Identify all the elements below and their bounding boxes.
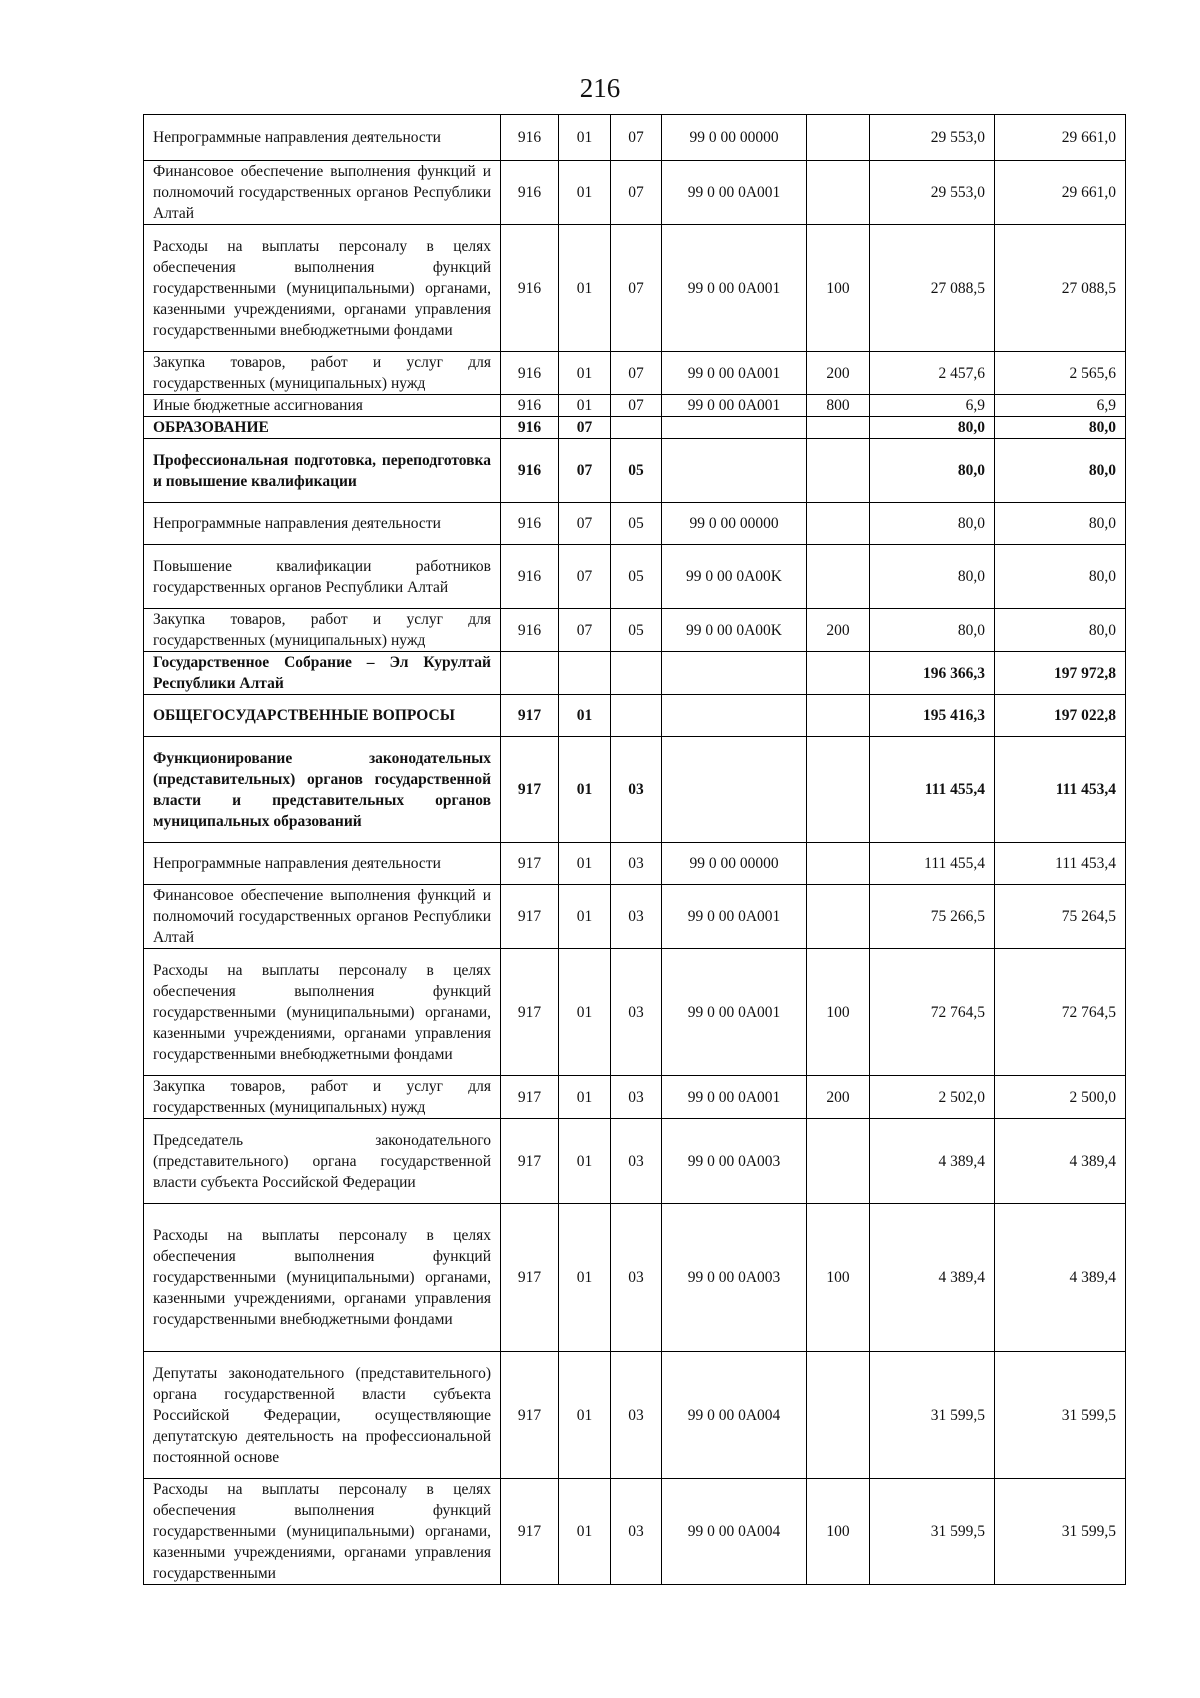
section-code: 01 bbox=[559, 1119, 611, 1204]
subsection-code: 03 bbox=[611, 1204, 662, 1352]
budget-table-body bbox=[144, 115, 1126, 1585]
ministry-code: 917 bbox=[501, 843, 559, 885]
amount-year-2: 4 389,4 bbox=[995, 1204, 1126, 1352]
ministry-code: 917 bbox=[501, 1119, 559, 1204]
subsection-code: 03 bbox=[611, 949, 662, 1076]
amount-year-1: 80,0 bbox=[870, 503, 995, 545]
ministry-code: 917 bbox=[501, 949, 559, 1076]
subsection-code: 07 bbox=[611, 352, 662, 395]
section-code: 01 bbox=[559, 885, 611, 949]
amount-year-1: 6,9 bbox=[870, 395, 995, 417]
expense-type-code bbox=[807, 161, 870, 225]
table-row bbox=[144, 115, 1126, 161]
section-code: 01 bbox=[559, 161, 611, 225]
target-article-code: 99 0 00 0A00K bbox=[662, 545, 807, 609]
ministry-code: 916 bbox=[501, 395, 559, 417]
row-description: Расходы на выплаты персоналу в целях обеспечения выполнения функций государственными (муниципальными) органами, казенными учреждениями, органами управления государственными bbox=[144, 1479, 501, 1585]
target-article-code: 99 0 00 0A00K bbox=[662, 609, 807, 652]
target-article-code: 99 0 00 0A001 bbox=[662, 395, 807, 417]
amount-year-2: 72 764,5 bbox=[995, 949, 1126, 1076]
table-row bbox=[144, 737, 1126, 843]
ministry-code: 916 bbox=[501, 417, 559, 439]
amount-year-1: 80,0 bbox=[870, 417, 995, 439]
table-row bbox=[144, 885, 1126, 949]
amount-year-2: 197 022,8 bbox=[995, 695, 1126, 737]
ministry-code: 917 bbox=[501, 1352, 559, 1479]
amount-year-1: 31 599,5 bbox=[870, 1352, 995, 1479]
row-description: Закупка товаров, работ и услуг для государственных (муниципальных) нужд bbox=[144, 1076, 501, 1119]
subsection-code bbox=[611, 417, 662, 439]
row-description: ОБЩЕГОСУДАРСТВЕННЫЕ ВОПРОСЫ bbox=[144, 695, 501, 737]
table-row bbox=[144, 395, 1126, 417]
ministry-code: 917 bbox=[501, 737, 559, 843]
row-description: Иные бюджетные ассигнования bbox=[144, 395, 501, 417]
section-code: 01 bbox=[559, 225, 611, 352]
ministry-code: 916 bbox=[501, 503, 559, 545]
expense-type-code bbox=[807, 1352, 870, 1479]
amount-year-1: 29 553,0 bbox=[870, 161, 995, 225]
row-description: Профессиональная подготовка, переподготовка и повышение квалификации bbox=[144, 439, 501, 503]
amount-year-1: 31 599,5 bbox=[870, 1479, 995, 1585]
section-code: 01 bbox=[559, 1204, 611, 1352]
expense-type-code bbox=[807, 439, 870, 503]
target-article-code: 99 0 00 0A001 bbox=[662, 1076, 807, 1119]
target-article-code bbox=[662, 737, 807, 843]
table-row bbox=[144, 439, 1126, 503]
table-row bbox=[144, 417, 1126, 439]
amount-year-2: 111 453,4 bbox=[995, 737, 1126, 843]
row-description: Повышение квалификации работников государственных органов Республики Алтай bbox=[144, 545, 501, 609]
row-description: Депутаты законодательного (представительного) органа государственной власти субъекта Российской Федерации, осуществляющие депутатскую деятельность на профессиональной постоянной основе bbox=[144, 1352, 501, 1479]
table-row bbox=[144, 545, 1126, 609]
expense-type-code bbox=[807, 737, 870, 843]
table-row bbox=[144, 652, 1126, 695]
row-description: Расходы на выплаты персоналу в целях обеспечения выполнения функций государственными (муниципальными) органами, казенными учреждениями, органами управления государственными внебюджетными фондами bbox=[144, 949, 501, 1076]
amount-year-1: 72 764,5 bbox=[870, 949, 995, 1076]
expense-type-code: 200 bbox=[807, 352, 870, 395]
expense-type-code: 100 bbox=[807, 949, 870, 1076]
page-number: 216 bbox=[579, 73, 621, 103]
target-article-code: 99 0 00 0A004 bbox=[662, 1352, 807, 1479]
ministry-code: 916 bbox=[501, 225, 559, 352]
section-code: 01 bbox=[559, 352, 611, 395]
section-code: 01 bbox=[559, 695, 611, 737]
row-description: Расходы на выплаты персоналу в целях обеспечения выполнения функций государственными (муниципальными) органами, казенными учреждениями, органами управления государственными внебюджетными фондами bbox=[144, 1204, 501, 1352]
amount-year-2: 80,0 bbox=[995, 417, 1126, 439]
section-code: 01 bbox=[559, 115, 611, 161]
table-row bbox=[144, 161, 1126, 225]
ministry-code: 917 bbox=[501, 1479, 559, 1585]
amount-year-2: 111 453,4 bbox=[995, 843, 1126, 885]
ministry-code: 917 bbox=[501, 695, 559, 737]
subsection-code: 05 bbox=[611, 439, 662, 503]
amount-year-1: 80,0 bbox=[870, 545, 995, 609]
table-row bbox=[144, 225, 1126, 352]
ministry-code: 916 bbox=[501, 545, 559, 609]
expense-type-code: 200 bbox=[807, 1076, 870, 1119]
amount-year-2: 4 389,4 bbox=[995, 1119, 1126, 1204]
expense-type-code bbox=[807, 885, 870, 949]
section-code: 07 bbox=[559, 609, 611, 652]
expense-type-code: 100 bbox=[807, 225, 870, 352]
amount-year-1: 4 389,4 bbox=[870, 1119, 995, 1204]
table-row bbox=[144, 1119, 1126, 1204]
amount-year-1: 80,0 bbox=[870, 439, 995, 503]
row-description: Функционирование законодательных (представительных) органов государственной власти и представительных органов муниципальных образований bbox=[144, 737, 501, 843]
subsection-code: 03 bbox=[611, 1352, 662, 1479]
table-row bbox=[144, 949, 1126, 1076]
ministry-code: 916 bbox=[501, 161, 559, 225]
target-article-code: 99 0 00 00000 bbox=[662, 503, 807, 545]
expense-type-code bbox=[807, 115, 870, 161]
target-article-code: 99 0 00 0A001 bbox=[662, 885, 807, 949]
expense-type-code bbox=[807, 417, 870, 439]
section-code: 01 bbox=[559, 1479, 611, 1585]
row-description: Закупка товаров, работ и услуг для государственных (муниципальных) нужд bbox=[144, 609, 501, 652]
table-row bbox=[144, 352, 1126, 395]
row-description: Непрограммные направления деятельности bbox=[144, 843, 501, 885]
section-code: 01 bbox=[559, 1352, 611, 1479]
amount-year-2: 2 500,0 bbox=[995, 1076, 1126, 1119]
expense-type-code bbox=[807, 1119, 870, 1204]
expense-type-code: 200 bbox=[807, 609, 870, 652]
subsection-code: 07 bbox=[611, 395, 662, 417]
amount-year-2: 29 661,0 bbox=[995, 161, 1126, 225]
target-article-code bbox=[662, 652, 807, 695]
section-code: 07 bbox=[559, 417, 611, 439]
subsection-code: 05 bbox=[611, 609, 662, 652]
subsection-code: 05 bbox=[611, 545, 662, 609]
amount-year-2: 80,0 bbox=[995, 439, 1126, 503]
amount-year-1: 75 266,5 bbox=[870, 885, 995, 949]
section-code: 07 bbox=[559, 503, 611, 545]
amount-year-2: 80,0 bbox=[995, 609, 1126, 652]
ministry-code: 916 bbox=[501, 115, 559, 161]
section-code: 01 bbox=[559, 737, 611, 843]
amount-year-2: 31 599,5 bbox=[995, 1352, 1126, 1479]
expense-type-code bbox=[807, 843, 870, 885]
section-code: 07 bbox=[559, 545, 611, 609]
section-code: 01 bbox=[559, 1076, 611, 1119]
row-description: Непрограммные направления деятельности bbox=[144, 115, 501, 161]
ministry-code: 916 bbox=[501, 439, 559, 503]
amount-year-2: 2 565,6 bbox=[995, 352, 1126, 395]
amount-year-2: 80,0 bbox=[995, 545, 1126, 609]
amount-year-2: 29 661,0 bbox=[995, 115, 1126, 161]
section-code: 01 bbox=[559, 395, 611, 417]
amount-year-1: 2 457,6 bbox=[870, 352, 995, 395]
amount-year-2: 75 264,5 bbox=[995, 885, 1126, 949]
expense-type-code: 800 bbox=[807, 395, 870, 417]
subsection-code: 05 bbox=[611, 503, 662, 545]
table-row bbox=[144, 695, 1126, 737]
section-code: 01 bbox=[559, 949, 611, 1076]
row-description: Финансовое обеспечение выполнения функций и полномочий государственных органов Республики Алтай bbox=[144, 161, 501, 225]
table-row bbox=[144, 503, 1126, 545]
amount-year-1: 80,0 bbox=[870, 609, 995, 652]
expense-type-code: 100 bbox=[807, 1204, 870, 1352]
subsection-code bbox=[611, 652, 662, 695]
amount-year-1: 111 455,4 bbox=[870, 737, 995, 843]
row-description: Председатель законодательного (представительного) органа государственной власти субъекта Российской Федерации bbox=[144, 1119, 501, 1204]
row-description: Государственное Собрание – Эл Курултай Республики Алтай bbox=[144, 652, 501, 695]
expense-type-code bbox=[807, 503, 870, 545]
target-article-code: 99 0 00 00000 bbox=[662, 115, 807, 161]
row-description: Непрограммные направления деятельности bbox=[144, 503, 501, 545]
section-code: 01 bbox=[559, 843, 611, 885]
subsection-code: 03 bbox=[611, 1479, 662, 1585]
expense-type-code bbox=[807, 545, 870, 609]
amount-year-1: 111 455,4 bbox=[870, 843, 995, 885]
target-article-code: 99 0 00 0A003 bbox=[662, 1204, 807, 1352]
budget-table bbox=[143, 114, 1126, 1585]
amount-year-2: 27 088,5 bbox=[995, 225, 1126, 352]
row-description: Расходы на выплаты персоналу в целях обеспечения выполнения функций государственными (муниципальными) органами, казенными учреждениями, органами управления государственными внебюджетными фондами bbox=[144, 225, 501, 352]
table-row bbox=[144, 1352, 1126, 1479]
row-description: ОБРАЗОВАНИЕ bbox=[144, 417, 501, 439]
amount-year-1: 4 389,4 bbox=[870, 1204, 995, 1352]
table-row bbox=[144, 1076, 1126, 1119]
subsection-code: 07 bbox=[611, 225, 662, 352]
expense-type-code bbox=[807, 695, 870, 737]
subsection-code: 03 bbox=[611, 737, 662, 843]
ministry-code: 917 bbox=[501, 885, 559, 949]
subsection-code: 07 bbox=[611, 115, 662, 161]
ministry-code: 916 bbox=[501, 609, 559, 652]
target-article-code: 99 0 00 0A001 bbox=[662, 161, 807, 225]
amount-year-2: 6,9 bbox=[995, 395, 1126, 417]
section-code: 07 bbox=[559, 439, 611, 503]
target-article-code: 99 0 00 0A001 bbox=[662, 949, 807, 1076]
target-article-code bbox=[662, 417, 807, 439]
subsection-code: 03 bbox=[611, 1119, 662, 1204]
ministry-code: 917 bbox=[501, 1204, 559, 1352]
amount-year-1: 196 366,3 bbox=[870, 652, 995, 695]
amount-year-1: 29 553,0 bbox=[870, 115, 995, 161]
subsection-code: 07 bbox=[611, 161, 662, 225]
target-article-code: 99 0 00 0A004 bbox=[662, 1479, 807, 1585]
row-description: Закупка товаров, работ и услуг для государственных (муниципальных) нужд bbox=[144, 352, 501, 395]
ministry-code: 917 bbox=[501, 1076, 559, 1119]
expense-type-code bbox=[807, 652, 870, 695]
table-row bbox=[144, 609, 1126, 652]
target-article-code: 99 0 00 00000 bbox=[662, 843, 807, 885]
table-row bbox=[144, 1479, 1126, 1585]
amount-year-1: 27 088,5 bbox=[870, 225, 995, 352]
amount-year-1: 2 502,0 bbox=[870, 1076, 995, 1119]
ministry-code bbox=[501, 652, 559, 695]
row-description: Финансовое обеспечение выполнения функций и полномочий государственных органов Республики Алтай bbox=[144, 885, 501, 949]
target-article-code: 99 0 00 0A001 bbox=[662, 352, 807, 395]
ministry-code: 916 bbox=[501, 352, 559, 395]
amount-year-2: 197 972,8 bbox=[995, 652, 1126, 695]
amount-year-2: 31 599,5 bbox=[995, 1479, 1126, 1585]
subsection-code bbox=[611, 695, 662, 737]
subsection-code: 03 bbox=[611, 885, 662, 949]
target-article-code bbox=[662, 695, 807, 737]
amount-year-1: 195 416,3 bbox=[870, 695, 995, 737]
subsection-code: 03 bbox=[611, 843, 662, 885]
table-row bbox=[144, 1204, 1126, 1352]
target-article-code: 99 0 00 0A001 bbox=[662, 225, 807, 352]
subsection-code: 03 bbox=[611, 1076, 662, 1119]
expense-type-code: 100 bbox=[807, 1479, 870, 1585]
target-article-code: 99 0 00 0A003 bbox=[662, 1119, 807, 1204]
amount-year-2: 80,0 bbox=[995, 503, 1126, 545]
section-code bbox=[559, 652, 611, 695]
table-row bbox=[144, 843, 1126, 885]
target-article-code bbox=[662, 439, 807, 503]
